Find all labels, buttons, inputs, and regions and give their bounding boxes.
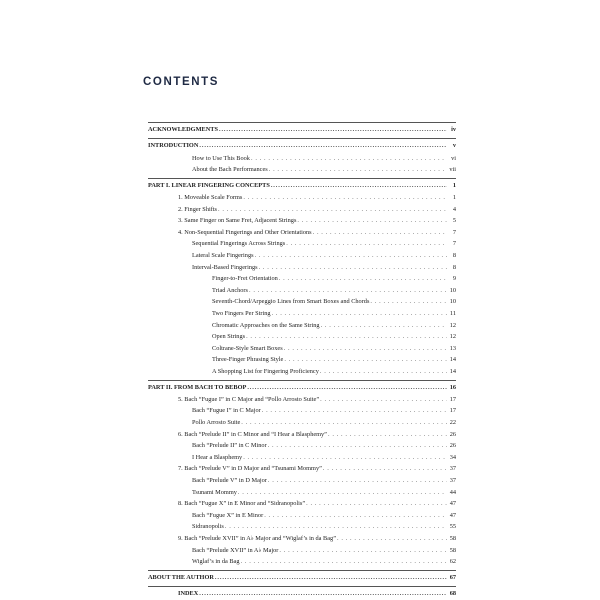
toc-entry[interactable] bbox=[148, 308, 456, 320]
toc-entry-title: About the Bach Performances bbox=[192, 166, 268, 174]
toc-entry-title: Bach “Fugue I” in C Major bbox=[192, 407, 261, 415]
toc-entry-title: Sidranopolis bbox=[192, 523, 224, 531]
section-divider bbox=[148, 178, 456, 179]
dot-leader bbox=[262, 405, 447, 417]
toc-entry-page-number: 8 bbox=[452, 263, 456, 271]
dot-leader bbox=[313, 227, 447, 239]
dot-leader bbox=[337, 533, 447, 545]
toc-entry-page-number: 16 bbox=[449, 383, 456, 391]
toc-entry[interactable] bbox=[148, 354, 456, 366]
dot-leader bbox=[320, 366, 447, 378]
dot-leader bbox=[225, 521, 447, 533]
toc-entry[interactable] bbox=[148, 140, 456, 152]
toc-entry-page-number: 9 bbox=[452, 275, 456, 283]
dot-leader bbox=[243, 452, 447, 464]
toc-entry-title: Bach “Prelude II” in C Minor bbox=[192, 442, 267, 450]
toc-entry-title: Interval-Based Fingerings bbox=[192, 263, 258, 271]
toc-entry[interactable] bbox=[148, 521, 456, 533]
toc-entry[interactable] bbox=[148, 180, 456, 192]
toc-entry-page-number: 14 bbox=[449, 367, 456, 375]
dot-leader bbox=[241, 556, 448, 568]
toc-entry-page-number: 17 bbox=[449, 395, 456, 403]
dot-leader bbox=[269, 164, 447, 176]
toc-entry-title: Tsunami Mommy bbox=[192, 488, 237, 496]
toc-entry-page-number: 26 bbox=[449, 442, 456, 450]
dot-leader bbox=[272, 308, 447, 320]
toc-entry-title: PART II. FROM BACH TO BEBOP bbox=[148, 383, 247, 391]
toc-entry[interactable] bbox=[148, 238, 456, 250]
toc-entry[interactable] bbox=[148, 153, 456, 165]
toc-entry[interactable] bbox=[148, 556, 456, 568]
toc-entry[interactable] bbox=[148, 417, 456, 429]
toc-entry-page-number: 58 bbox=[449, 546, 456, 554]
toc-entry[interactable] bbox=[148, 331, 456, 343]
toc-entry-title: Coltrane-Style Smart Boxes bbox=[212, 344, 283, 352]
toc-entry-title: PART I. LINEAR FINGERING CONCEPTS bbox=[148, 181, 270, 189]
toc-entry-page-number: 67 bbox=[449, 573, 456, 581]
toc-entry-title: ACKNOWLEDGMENTS bbox=[148, 126, 218, 133]
toc-entry[interactable] bbox=[148, 227, 456, 239]
dot-leader bbox=[268, 475, 447, 487]
toc-entry-page-number: 34 bbox=[449, 453, 456, 461]
toc-entry-page-number: 10 bbox=[449, 298, 456, 306]
toc-entry-title: Open Strings bbox=[212, 333, 246, 341]
toc-entry-title: Two Fingers Per String bbox=[212, 310, 271, 318]
dot-leader bbox=[249, 285, 447, 297]
toc-entry-title: Bach “Fugue X” in E Minor bbox=[192, 511, 264, 519]
toc-entry[interactable] bbox=[148, 588, 456, 600]
section-divider bbox=[148, 586, 456, 587]
dot-leader bbox=[215, 572, 447, 584]
toc-entry[interactable] bbox=[148, 545, 456, 557]
toc-entry-title: INDEX bbox=[178, 590, 199, 598]
toc-entry-page-number: 37 bbox=[449, 465, 456, 473]
toc-entry-page-number: 47 bbox=[449, 500, 456, 508]
dot-leader bbox=[370, 296, 447, 308]
toc-entry[interactable] bbox=[148, 394, 456, 406]
toc-entry-page-number: vii bbox=[449, 166, 456, 174]
toc-entry-page-number: 68 bbox=[449, 590, 456, 598]
toc-entry-page-number: 14 bbox=[449, 356, 456, 364]
toc-entry[interactable] bbox=[148, 487, 456, 499]
toc-entry[interactable] bbox=[148, 475, 456, 487]
toc-entry[interactable] bbox=[148, 296, 456, 308]
toc-entry-page-number: 7 bbox=[452, 228, 456, 236]
toc-entry[interactable] bbox=[148, 164, 456, 176]
toc-entry-title: Triad Anchors bbox=[212, 286, 248, 294]
dot-leader bbox=[259, 262, 447, 274]
dot-leader bbox=[284, 354, 447, 366]
toc-entry-title: Bach “Prelude V” in D Major bbox=[192, 477, 267, 485]
dot-leader bbox=[286, 238, 447, 250]
toc-entry[interactable] bbox=[148, 510, 456, 522]
toc-entry[interactable] bbox=[148, 366, 456, 378]
toc-entry-title: Sequential Fingerings Across Strings bbox=[192, 240, 286, 248]
dot-leader bbox=[219, 124, 447, 136]
toc-entry-page-number: 13 bbox=[449, 344, 456, 352]
toc-entry-page-number: 17 bbox=[449, 407, 456, 415]
toc-entry-title: Wiglaf’s in da Bag bbox=[192, 558, 240, 566]
dot-leader bbox=[243, 192, 447, 204]
toc-entry-title: Chromatic Approaches on the Same String bbox=[212, 321, 320, 329]
toc-entry-title: Seventh-Chord/Arpeggio Lines from Smart Boxes and Chords bbox=[212, 298, 370, 306]
dot-leader bbox=[238, 487, 447, 499]
toc-entry[interactable] bbox=[148, 533, 456, 545]
toc-entry[interactable] bbox=[148, 124, 456, 136]
toc-entry-page-number: 11 bbox=[449, 310, 456, 318]
toc-entry-page-number: 47 bbox=[449, 511, 456, 519]
dot-leader bbox=[297, 215, 447, 227]
toc-entry-title: How to Use This Book bbox=[192, 154, 250, 162]
toc-entry-title: 4. Non-Sequential Fingerings and Other Orientations bbox=[178, 228, 312, 236]
toc-entry[interactable] bbox=[148, 463, 456, 475]
toc-entry[interactable] bbox=[148, 204, 456, 216]
dot-leader bbox=[328, 429, 447, 441]
toc-entry-page-number: 22 bbox=[449, 419, 456, 427]
dot-leader bbox=[199, 140, 447, 152]
toc-entry-title: 7. Bach “Prelude V” in D Major and “Tsunami Mommy” bbox=[178, 465, 322, 473]
dot-leader bbox=[306, 498, 447, 510]
toc-entry[interactable] bbox=[148, 343, 456, 355]
toc-entry-page-number: 1 bbox=[452, 181, 456, 189]
toc-entry-page-number: 26 bbox=[449, 430, 456, 438]
dot-leader bbox=[320, 394, 447, 406]
toc-entry[interactable] bbox=[148, 498, 456, 510]
toc-entry-title: 1. Moveable Scale Forms bbox=[178, 194, 243, 202]
section-divider bbox=[148, 138, 456, 139]
toc-entry-page-number: 37 bbox=[449, 477, 456, 485]
dot-leader bbox=[268, 440, 447, 452]
toc-entry[interactable] bbox=[148, 382, 456, 394]
toc-entry[interactable] bbox=[148, 320, 456, 332]
dot-leader bbox=[255, 250, 447, 262]
toc-entry[interactable] bbox=[148, 285, 456, 297]
dot-leader bbox=[284, 343, 447, 355]
toc-entry-title: 8. Bach “Fugue X” in E Minor and “Sidranopolis” bbox=[178, 500, 306, 508]
section-divider bbox=[148, 380, 456, 381]
toc-entry-title: 6. Bach “Prelude II” in C Minor and “I Hear a Blasphemy” bbox=[178, 430, 327, 438]
dot-leader bbox=[246, 331, 447, 343]
toc-entry-page-number: 12 bbox=[449, 333, 456, 341]
toc-entry-page-number: 58 bbox=[449, 535, 456, 542]
toc-entry[interactable] bbox=[148, 452, 456, 464]
dot-leader bbox=[199, 588, 447, 600]
dot-leader bbox=[247, 382, 447, 394]
section-divider bbox=[148, 122, 456, 123]
page-title: CONTENTS bbox=[143, 76, 220, 88]
toc-entry-title: Lateral Scale Fingerings bbox=[192, 252, 254, 260]
toc-entry-title: A Shopping List for Fingering Proficiency bbox=[212, 367, 319, 375]
section-divider bbox=[148, 570, 456, 571]
toc-entry-title: 5. Bach “Fugue I” in C Major and “Pollo Arrosto Suite” bbox=[178, 395, 320, 403]
toc-entry-page-number: 44 bbox=[449, 488, 456, 496]
toc-entry[interactable] bbox=[148, 440, 456, 452]
dot-leader bbox=[241, 417, 447, 429]
toc-entry-page-number: 4 bbox=[452, 205, 456, 213]
toc-entry-page-number: 7 bbox=[452, 240, 456, 248]
toc-entry[interactable] bbox=[148, 215, 456, 227]
toc-entry-page-number: 10 bbox=[449, 286, 456, 294]
toc-entry[interactable] bbox=[148, 192, 456, 204]
toc-entry[interactable] bbox=[148, 273, 456, 285]
dot-leader bbox=[279, 545, 447, 557]
toc-entry[interactable] bbox=[148, 262, 456, 274]
toc-entry-title: INTRODUCTION bbox=[148, 142, 199, 150]
toc-entry-page-number: 12 bbox=[449, 321, 456, 329]
toc-entry-page-number: 1 bbox=[452, 194, 456, 202]
dot-leader bbox=[279, 273, 447, 285]
dot-leader bbox=[271, 180, 447, 192]
toc-entry-title: 2. Finger Shifts bbox=[178, 205, 218, 213]
dot-leader bbox=[321, 320, 447, 332]
toc-entry-title: Pollo Arrosto Suite bbox=[192, 419, 241, 427]
toc-entry-page-number: vi bbox=[451, 154, 456, 162]
toc-entry-title: 3. Same Finger on Same Fret, Adjacent Strings bbox=[178, 217, 297, 225]
toc-entry[interactable] bbox=[148, 572, 456, 584]
toc-entry[interactable] bbox=[148, 405, 456, 417]
table-of-contents bbox=[148, 120, 456, 600]
toc-entry[interactable] bbox=[148, 250, 456, 262]
toc-entry-title: Finger-to-Fret Orientation bbox=[212, 275, 278, 283]
toc-entry-title: ABOUT THE AUTHOR bbox=[148, 573, 214, 581]
toc-entry-page-number: 62 bbox=[449, 558, 456, 566]
toc-entry-page-number: 5 bbox=[452, 217, 456, 225]
dot-leader bbox=[251, 153, 447, 165]
toc-entry-title: I Hear a Blasphemy bbox=[192, 453, 243, 461]
toc-entry-title: 9. Bach “Prelude XVII” in A♭ Major and “Wiglaf’s in da Bag” bbox=[178, 535, 336, 542]
dot-leader bbox=[323, 463, 447, 475]
toc-entry-title: Three-Finger Phrasing Style bbox=[212, 356, 284, 364]
toc-entry-title: Bach “Prelude XVII” in A♭ Major bbox=[192, 546, 279, 554]
toc-entry[interactable] bbox=[148, 429, 456, 441]
toc-entry-page-number: v bbox=[452, 142, 456, 150]
toc-entry-page-number: 55 bbox=[449, 523, 456, 531]
toc-entry-page-number: iv bbox=[451, 126, 456, 133]
dot-leader bbox=[264, 510, 447, 522]
toc-entry-page-number: 8 bbox=[452, 252, 456, 260]
dot-leader bbox=[218, 204, 447, 216]
